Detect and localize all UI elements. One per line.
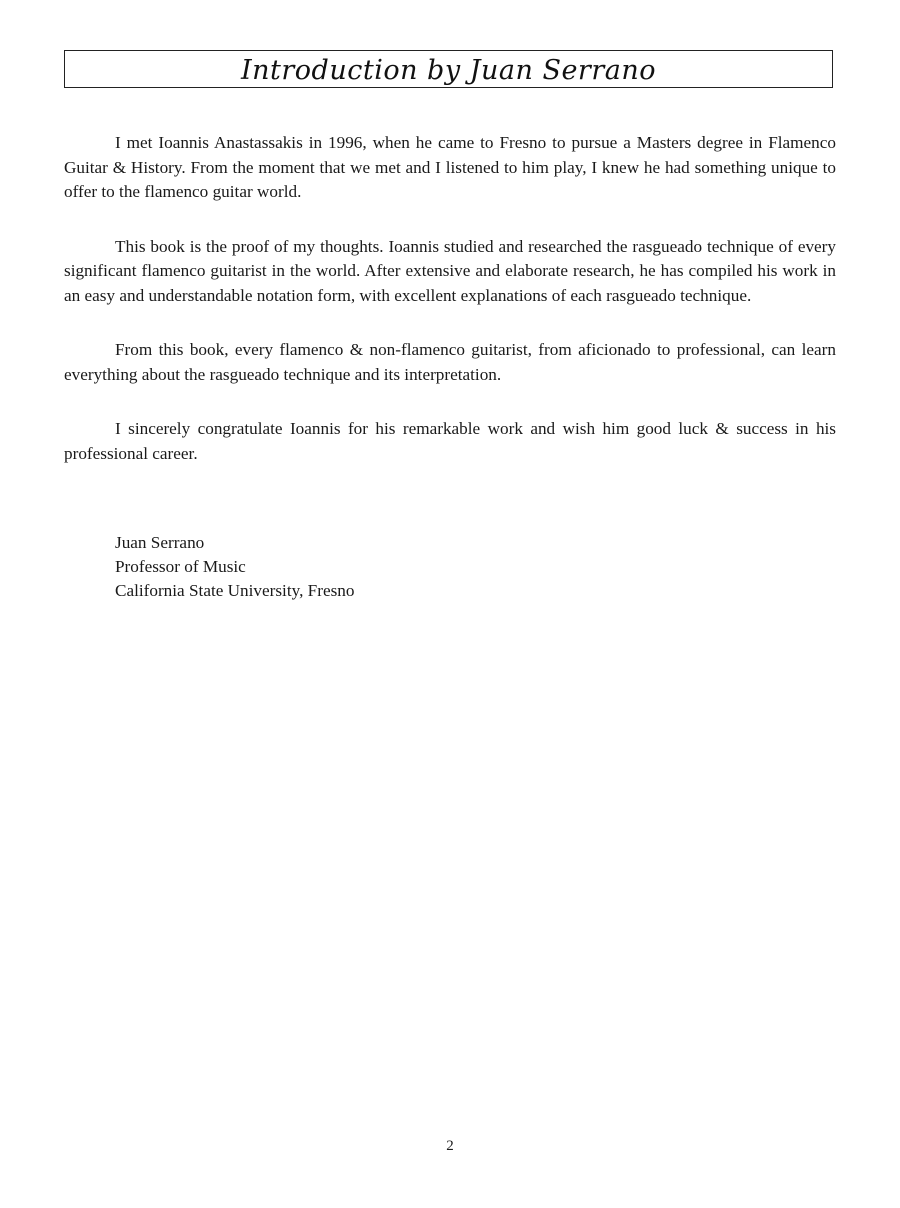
paragraph: From this book, every flamenco & non-flamenco guitarist, from aficionado to professional, can learn everything about the rasgueado technique and its interpretation. <box>64 340 836 384</box>
author-position: Professor of Music <box>115 557 246 576</box>
author-name: Juan Serrano <box>115 533 205 552</box>
title-box <box>64 50 833 88</box>
paragraph: I sincerely congratulate Ioannis for his remarkable work and wish him good luck & success in his professional career. <box>64 419 836 463</box>
introduction-body <box>64 131 836 496</box>
paragraph: This book is the proof of my thoughts. Ioannis studied and researched the rasgueado technique of every significant flamenco guitarist in the world. After extensive and elaborate research, he has compiled his work in an easy and understandable notation form, with excellent explanations of each rasgueado technique. <box>64 236 836 305</box>
signature-block <box>115 531 354 603</box>
author-institution: California State University, Fresno <box>115 581 355 600</box>
paragraph: I met Ioannis Anastassakis in 1996, when he came to Fresno to pursue a Masters degree in Flamenco Guitar & History. From the moment that we met and I listened to him play, I knew he had something unique to offer to the flamenco guitar world. <box>64 133 836 201</box>
page-number: 2 <box>446 1138 454 1154</box>
page-title: Introduction by Juan Serrano <box>240 54 656 86</box>
